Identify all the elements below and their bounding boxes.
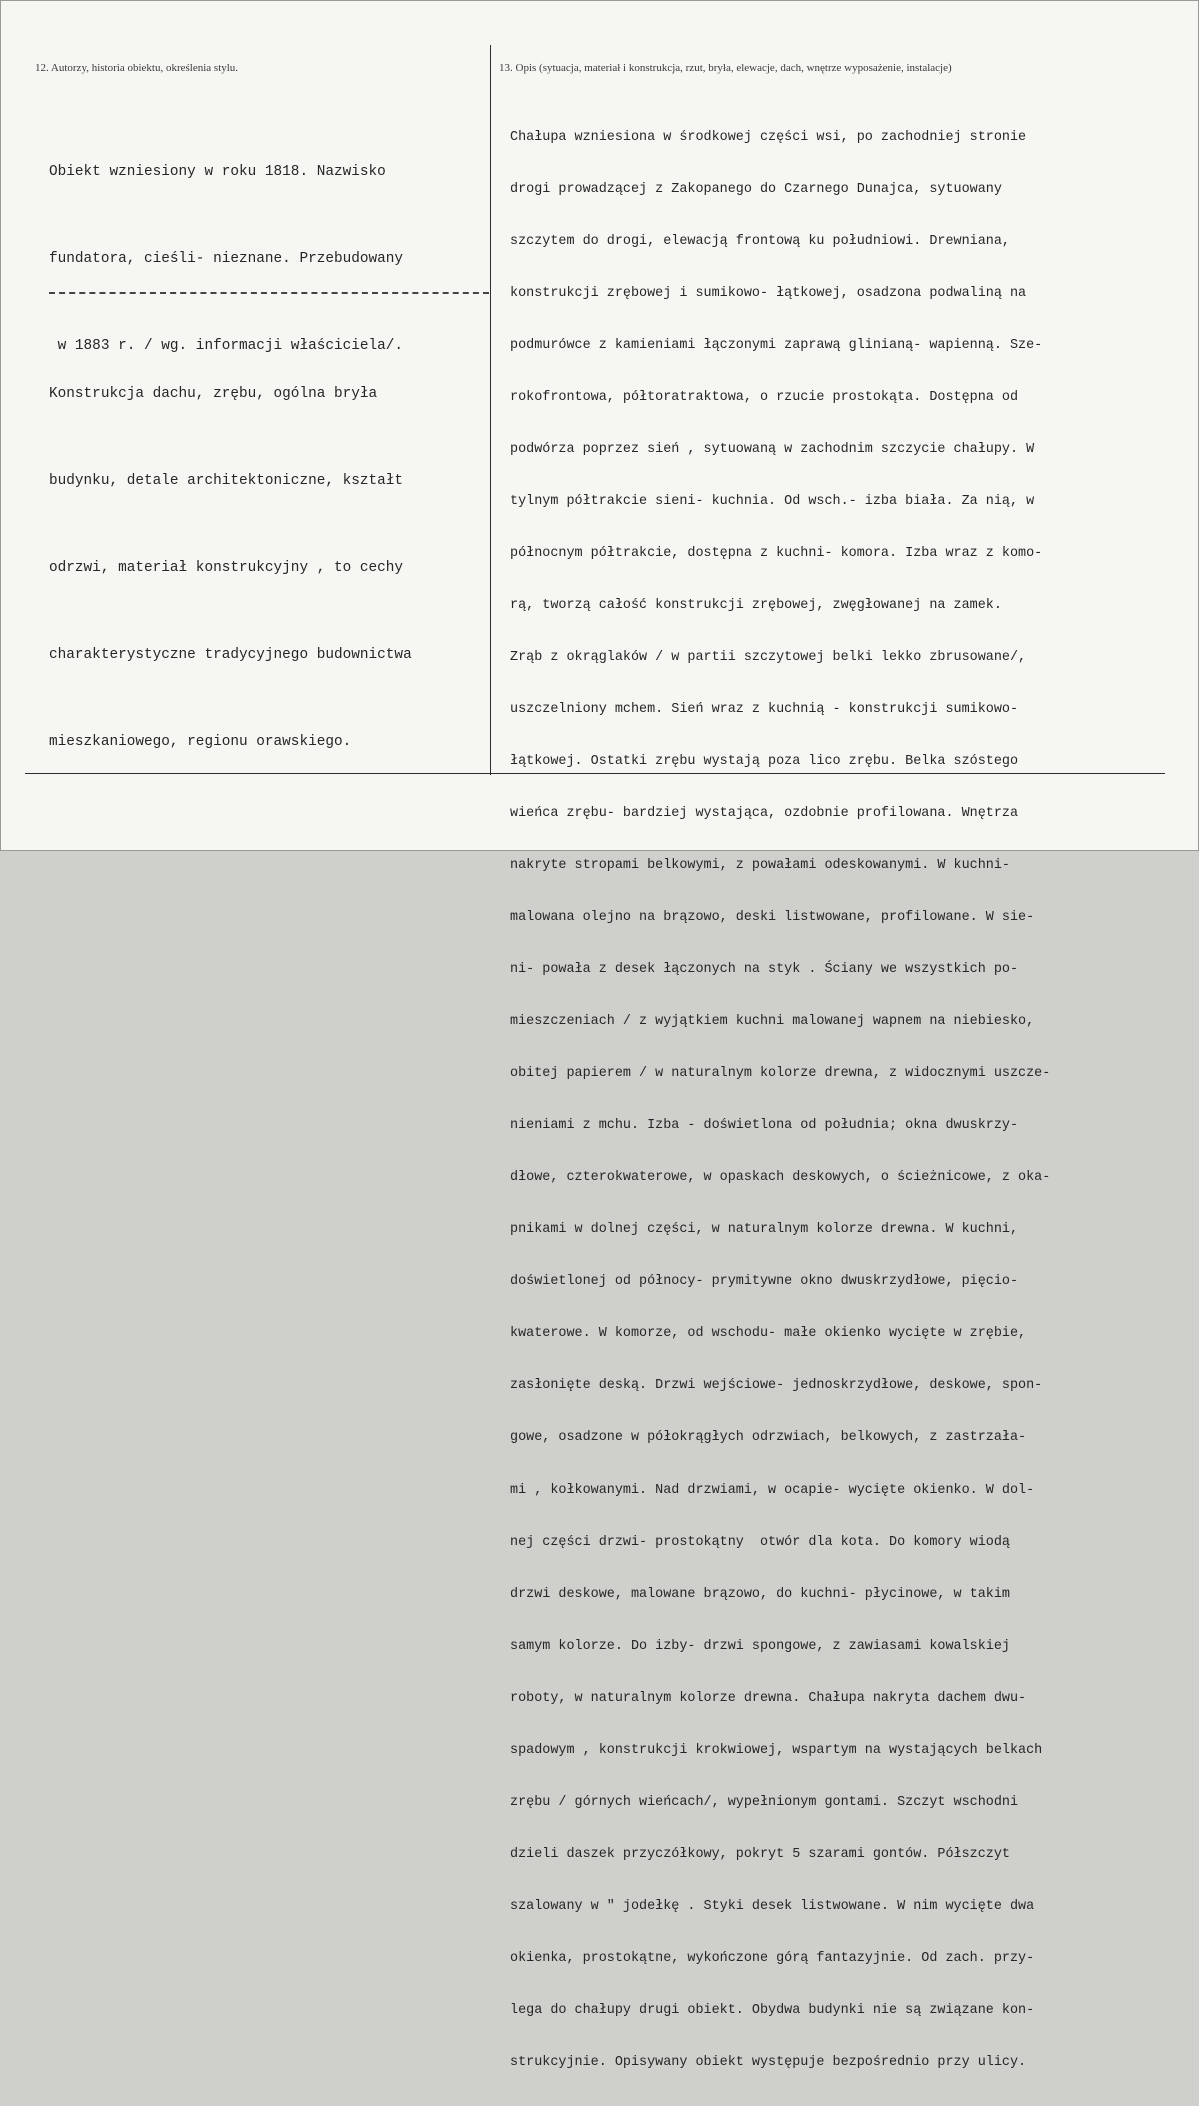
section-12-header: 12. Autorzy, historia obiektu, określenia stylu. bbox=[35, 62, 239, 74]
description-line: wieńca zrębu- bardziej wystająca, ozdobnie profilowana. Wnętrza bbox=[510, 806, 1019, 822]
description-line: mi , kołkowanymi. Nad drzwiami, w ocapie- wycięte okienko. W dol- bbox=[510, 1482, 1035, 1498]
description-line: Zrąb z okrąglaków / w partii szczytowej belki lekko zbrusowane/, bbox=[510, 650, 1027, 665]
description-line: pnikami w dolnej części, w naturalnym kolorze drewna. W kuchni, bbox=[510, 1222, 1019, 1238]
dashed-separator bbox=[49, 292, 489, 294]
description-line: szczytem do drogi, elewacją frontową ku południowi. Drewniana, bbox=[510, 233, 1010, 249]
description-line: podwórza poprzez sień , sytuowaną w zachodnim szczycie chałupy. W bbox=[510, 441, 1035, 457]
style-line: odrzwi, materiał konstrukcyjny , to cechy bbox=[49, 560, 404, 576]
description-line: rokofrontowa, półtoratraktowa, o rzucie prostokąta. Dostępna od bbox=[510, 389, 1019, 405]
section-13-header: 13. Opis (sytuacja, materiał i konstrukcja, rzut, bryła, elewacje, dach, wnętrze wyposażenie, instalacje) bbox=[499, 62, 952, 74]
description-text bbox=[510, 94, 1050, 2106]
description-line: drzwi deskowe, malowane brązowo, do kuchni- płycinowe, w takim bbox=[510, 1586, 1010, 1602]
description-line: łątkowej. Ostatki zrębu wystają poza lico zrębu. Belka szóstego bbox=[510, 754, 1019, 770]
style-line: Konstrukcja dachu, zrębu, ogólna bryła bbox=[49, 386, 378, 402]
description-line: doświetlonej od północy- prymitywne okno dwuskrzydłowe, pięcio- bbox=[510, 1274, 1019, 1290]
column-divider bbox=[490, 45, 491, 775]
description-line: tylnym półtrakcie sieni- kuchnia. Od wsch.- izba biała. Za nią, w bbox=[510, 493, 1035, 509]
style-line: budynku, detale architektoniczne, kształt bbox=[49, 473, 404, 489]
description-line: strukcyjnie. Opisywany obiekt występuje bezpośrednio przy ulicy. bbox=[510, 2054, 1027, 2070]
description-line: mieszczeniach / z wyjątkiem kuchni malowanej wapnem na niebiesko, bbox=[510, 1014, 1035, 1030]
description-line: gowe, osadzone w półokrągłych odrzwiach, belkowych, z zastrzała- bbox=[510, 1430, 1027, 1446]
description-line: dłowe, czterokwaterowe, w opaskach deskowych, o ścieżnicowe, z oka- bbox=[510, 1170, 1051, 1186]
history-line: Obiekt wzniesiony w roku 1818. Nazwisko bbox=[49, 164, 386, 180]
style-line: mieszkaniowego, regionu orawskiego. bbox=[49, 734, 352, 750]
description-line: ni- powała z desek łączonych na styk . Ściany we wszystkich po- bbox=[510, 962, 1019, 978]
description-line: kwaterowe. W komorze, od wschodu- małe okienko wycięte w zrębie, bbox=[510, 1326, 1027, 1342]
description-line: obitej papierem / w naturalnym kolorze drewna, z widocznymi uszcze- bbox=[510, 1066, 1051, 1082]
description-line: spadowym , konstrukcji krokwiowej, wspartym na wystających belkach bbox=[510, 1742, 1043, 1758]
description-line: lega do chałupy drugi obiekt. Obydwa budynki nie są związane kon- bbox=[510, 2002, 1035, 2018]
description-line: nej części drzwi- prostokątny otwór dla kota. Do komory wiodą bbox=[510, 1534, 1010, 1550]
description-line: roboty, w naturalnym kolorze drewna. Chałupa nakryta dachem dwu- bbox=[510, 1690, 1027, 1706]
description-line: podmurówce z kamieniami łączonymi zaprawą glinianą- wapienną. Sze- bbox=[510, 337, 1043, 353]
description-line: uszczelniony mchem. Sień wraz z kuchnią - konstrukcji sumikowo- bbox=[510, 702, 1019, 718]
description-line: nieniami z mchu. Izba - doświetlona od południa; okna dwuskrzy- bbox=[510, 1118, 1019, 1134]
bottom-rule bbox=[25, 773, 1165, 774]
description-line: dzieli daszek przyczółkowy, pokryt 5 szarami gontów. Półszczyt bbox=[510, 1846, 1010, 1862]
description-line: samym kolorze. Do izby- drzwi spongowe, z zawiasami kowalskiej bbox=[510, 1638, 1010, 1654]
description-line: nakryte stropami belkowymi, z powałami odeskowanymi. W kuchni- bbox=[510, 858, 1010, 874]
description-line: Chałupa wzniesiona w środkowej części wsi, po zachodniej stronie bbox=[510, 129, 1027, 145]
style-text bbox=[49, 322, 412, 815]
style-line: charakterystyczne tradycyjnego budownictwa bbox=[49, 647, 412, 663]
history-line: fundatora, cieśli- nieznane. Przebudowany bbox=[49, 251, 404, 267]
description-line: malowana olejno na brązowo, deski listwowane, profilowane. W sie- bbox=[510, 910, 1035, 926]
description-line: zasłonięte deską. Drzwi wejściowe- jednoskrzydłowe, deskowe, spon- bbox=[510, 1378, 1043, 1394]
description-line: rą, tworzą całość konstrukcji zrębowej, zwęgłowanej na zamek. bbox=[510, 597, 1002, 613]
description-line: okienka, prostokątne, wykończone górą fantazyjnie. Od zach. przy- bbox=[510, 1950, 1035, 1966]
description-line: zrębu / górnych wieńcach/, wypełnionym gontami. Szczyt wschodni bbox=[510, 1794, 1019, 1810]
history-line: w 1883 r. / wg. informacji właściciela/. bbox=[49, 338, 404, 354]
description-line: północnym półtrakcie, dostępna z kuchni- komora. Izba wraz z komo- bbox=[510, 545, 1043, 561]
description-line: drogi prowadzącej z Zakopanego do Czarnego Dunajca, sytuowany bbox=[510, 181, 1002, 197]
description-line: konstrukcji zrębowej i sumikowo- łątkowej, osadzona podwaliną na bbox=[510, 285, 1027, 301]
description-line: szalowany w " jodełkę . Styki desek listwowane. W nim wycięte dwa bbox=[510, 1898, 1035, 1914]
